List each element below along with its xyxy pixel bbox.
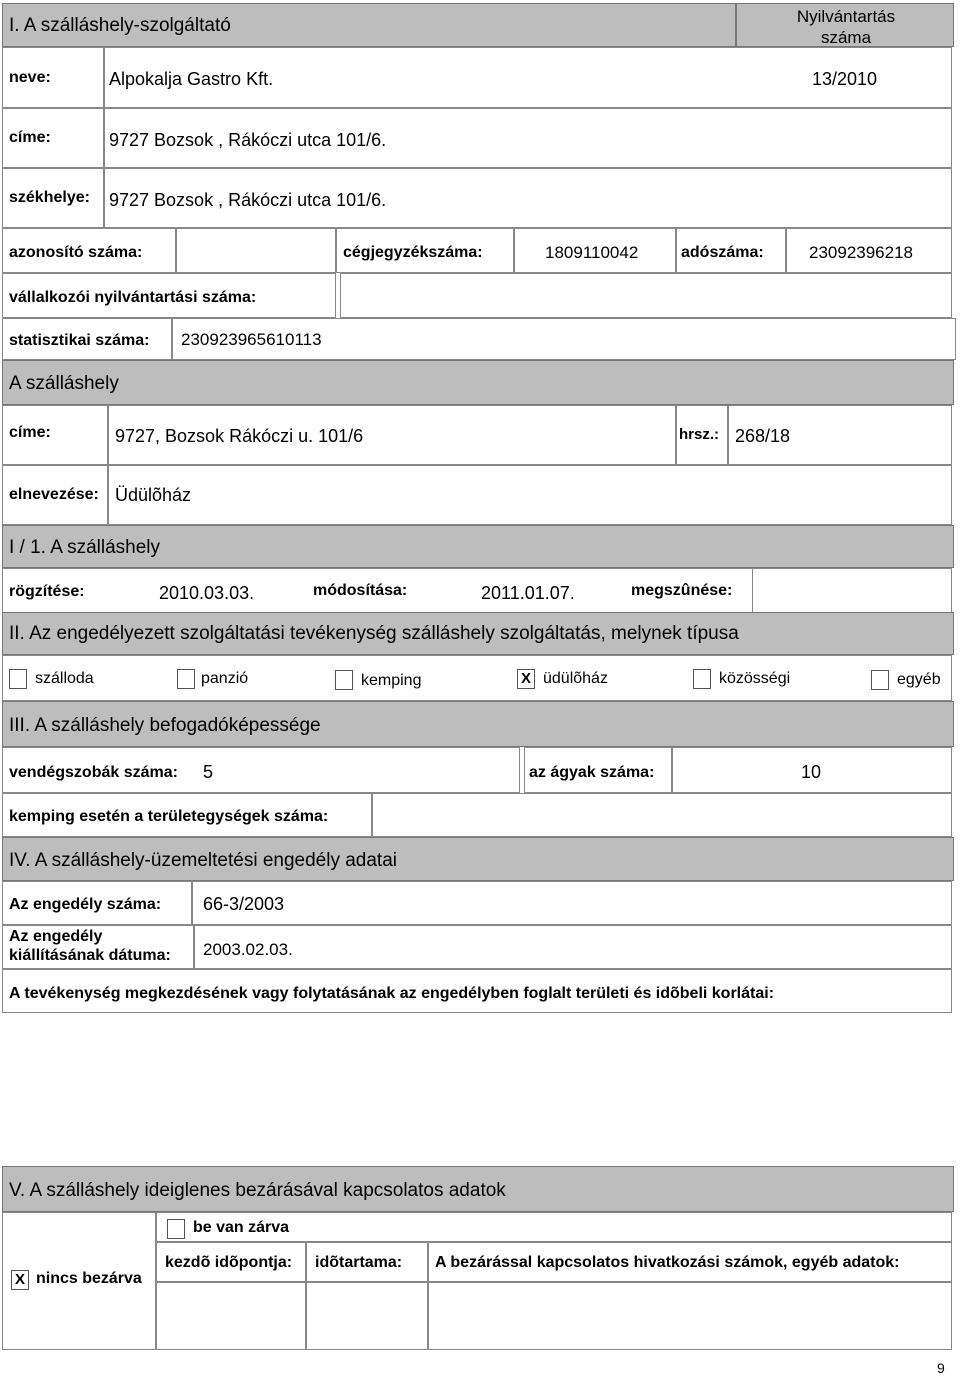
acc-name-label-cell — [2, 465, 108, 525]
seat-label: székhelye: — [9, 189, 90, 206]
stat-value: 230923965610113 — [181, 330, 322, 349]
permit-no-label-cell — [2, 881, 192, 925]
permit-date-value-cell — [194, 925, 952, 969]
provider-address-value: 9727 Bozsok , Rákóczi utca 101/6. — [109, 130, 387, 150]
rooms-label: vendégszobák száma: — [9, 764, 178, 781]
type-udulohaz-checkbox[interactable]: X — [517, 669, 535, 689]
address-value-cell — [104, 108, 952, 168]
types-row — [2, 655, 952, 701]
seat-label-cell — [2, 168, 104, 228]
duration-label: idõtartama: — [315, 1254, 403, 1271]
id-value-cell — [176, 228, 336, 273]
hrsz-label-cell — [676, 405, 728, 465]
company-reg-value: 1809110042 — [545, 243, 639, 262]
registry-header — [736, 3, 954, 47]
closed-row — [156, 1212, 952, 1242]
section-iii-header — [2, 701, 954, 747]
permit-no-value-cell — [192, 881, 952, 925]
limits-label: A tevékenység megkezdésének vagy folytatásának az engedélyben foglalt területi és idõbeli korlátai: — [9, 985, 775, 1002]
section-iv-header — [2, 837, 954, 881]
beds-label-cell — [524, 747, 672, 793]
type-panzio-checkbox[interactable] — [177, 669, 195, 689]
section-i1-header — [2, 525, 954, 568]
hrsz-value-cell — [728, 405, 952, 465]
ended-divider — [752, 568, 753, 614]
type-kozossegi-checkbox[interactable] — [693, 669, 711, 689]
permit-date-label-cell — [2, 925, 194, 969]
refs-label-cell — [428, 1242, 952, 1282]
limits-label-cell — [2, 969, 952, 1013]
type-kemping-checkbox[interactable] — [335, 670, 353, 690]
acc-address-value: 9727, Bozsok Rákóczi u. 101/6 — [115, 426, 364, 446]
not-closed-checkbox[interactable]: X — [11, 1270, 29, 1290]
start-label-cell — [156, 1242, 306, 1282]
name-value-cell — [104, 47, 952, 108]
name-label-cell — [2, 47, 104, 108]
hrsz-label: hrsz.: — [679, 426, 720, 443]
hrsz-value: 268/18 — [735, 426, 791, 446]
camping-label: kemping esetén a területegységek száma: — [9, 808, 329, 825]
recorded-value: 2010.03.03. — [159, 583, 255, 603]
company-reg-label-cell — [336, 228, 514, 273]
acc-name-value-cell — [108, 465, 952, 525]
beds-label: az ágyak száma: — [529, 764, 655, 781]
section-ii-header — [2, 612, 954, 655]
acc-address-label: címe: — [9, 424, 51, 441]
permit-date-label-line2: kiállításának dátuma: — [9, 947, 171, 964]
type-kozossegi-label: közösségi — [719, 670, 791, 687]
recorded-label: rögzítése: — [9, 583, 85, 600]
provider-name-value: Alpokalja Gastro Kft. — [109, 69, 274, 89]
provider-section-header — [2, 3, 736, 47]
company-reg-value-cell — [514, 228, 676, 273]
permit-date-value: 2003.02.03. — [203, 940, 293, 959]
acc-address-value-cell — [108, 405, 676, 465]
company-reg-label: cégjegyzékszáma: — [343, 244, 483, 261]
limits-value-area — [2, 1013, 952, 1165]
permit-date-label-line1: Az engedély — [9, 928, 103, 945]
registry-number-value: 13/2010 — [812, 69, 878, 89]
entrepreneur-value-cell — [340, 273, 952, 318]
tax-label-cell — [676, 228, 786, 273]
section-v-title: V. A szálláshely ideiglenes bezárásával kapcsolatos adatok — [9, 1180, 506, 1201]
camping-label-cell — [2, 793, 372, 837]
rooms-value: 5 — [203, 762, 214, 782]
modified-label: módosítása: — [313, 582, 408, 599]
type-kemping-label: kemping — [361, 672, 422, 689]
section-ii-title: II. Az engedélyezett szolgáltatási tevékenység szálláshely szolgáltatás, melynek típusa — [9, 623, 739, 644]
entrepreneur-label: vállalkozói nyilvántartási száma: — [9, 289, 257, 306]
stat-label: statisztikai száma: — [9, 332, 150, 349]
acc-name-value: Üdülõház — [115, 485, 192, 505]
type-egyeb-label: egyéb — [897, 671, 941, 688]
stat-label-cell — [2, 318, 172, 360]
duration-value-cell — [306, 1282, 428, 1350]
entrepreneur-label-cell — [2, 273, 336, 318]
provider-section-title: I. A szálláshely-szolgáltató — [9, 15, 231, 36]
page-number: 9 — [937, 1360, 945, 1376]
duration-label-cell — [306, 1242, 428, 1282]
address-label: címe: — [9, 129, 51, 146]
tax-label: adószáma: — [681, 244, 764, 261]
section-v-header — [2, 1166, 954, 1212]
provider-seat-value: 9727 Bozsok , Rákóczi utca 101/6. — [109, 190, 387, 210]
name-label: neve: — [9, 69, 51, 86]
type-panzio-label: panzió — [201, 670, 249, 687]
ended-label: megszûnése: — [631, 582, 733, 599]
accommodation-section-header — [2, 360, 954, 405]
tax-value-cell — [786, 228, 952, 273]
section-i1-title: I / 1. A szálláshely — [9, 537, 161, 558]
refs-value-cell — [428, 1282, 952, 1350]
tax-value: 23092396218 — [809, 243, 914, 262]
section-i1-row — [2, 568, 952, 614]
camping-value-cell — [372, 793, 952, 837]
seat-value-cell — [104, 168, 952, 228]
acc-name-label: elnevezése: — [9, 486, 99, 503]
rooms-cell — [2, 747, 520, 793]
registry-label-line1: Nyilvántartás — [796, 7, 896, 26]
beds-value: 10 — [801, 762, 822, 782]
type-egyeb-checkbox[interactable] — [871, 670, 889, 690]
address-label-cell — [2, 108, 104, 168]
id-label: azonosító száma: — [9, 244, 143, 261]
closed-checkbox[interactable] — [167, 1219, 185, 1239]
stat-value-cell — [172, 318, 956, 360]
id-label-cell — [2, 228, 176, 273]
beds-value-cell — [672, 747, 952, 793]
not-closed-cell — [2, 1212, 156, 1350]
closed-label: be van zárva — [193, 1219, 290, 1236]
section-iv-title: IV. A szálláshely-üzemeltetési engedély adatai — [9, 850, 397, 871]
type-udulohaz-label: üdülõház — [543, 670, 608, 687]
accommodation-section-title: A szálláshely — [9, 373, 119, 394]
modified-value: 2011.01.07. — [481, 583, 575, 603]
not-closed-label: nincs bezárva — [36, 1270, 142, 1287]
acc-address-label-cell — [2, 405, 108, 465]
permit-no-value: 66-3/2003 — [203, 894, 285, 914]
type-szalloda-label: szálloda — [35, 670, 94, 687]
start-value-cell — [156, 1282, 306, 1350]
type-szalloda-checkbox[interactable] — [9, 669, 27, 689]
registry-label-line2: száma — [820, 28, 872, 47]
start-label: kezdõ idõpontja: — [165, 1254, 293, 1271]
permit-no-label: Az engedély száma: — [9, 896, 162, 913]
section-iii-title: III. A szálláshely befogadóképessége — [9, 715, 321, 736]
refs-label: A bezárással kapcsolatos hivatkozási számok, egyéb adatok: — [435, 1254, 900, 1271]
